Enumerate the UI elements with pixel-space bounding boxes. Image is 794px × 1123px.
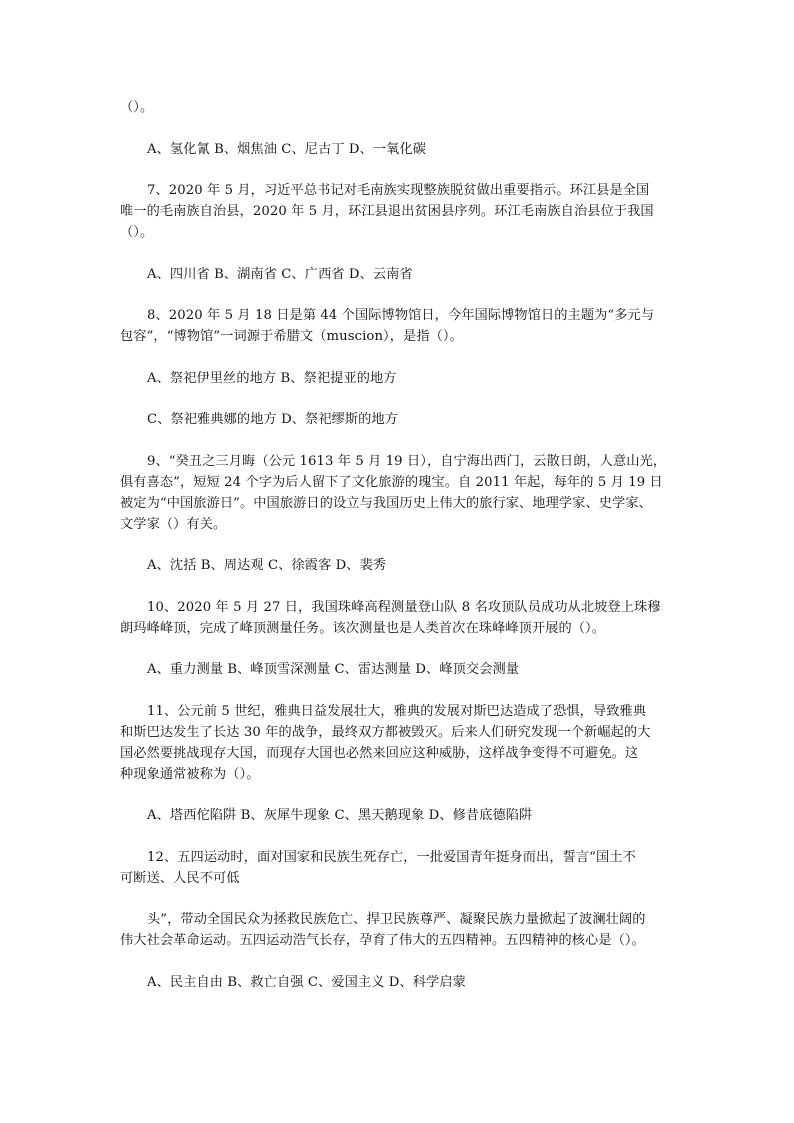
answer-options: A、重力测量 B、峰顶雪深测量 C、雷达测量 D、峰顶交会测量 [147, 662, 520, 677]
question-8-line: 包容”，“博物馆”一词源于希腊文（muscion），是指（）。 [120, 329, 463, 344]
answer-options: A、四川省 B、湖南省 C、广西省 D、云南省 [147, 267, 413, 282]
answer-options: A、祭祀伊里丝的地方 B、祭祀提亚的地方 [147, 371, 397, 386]
question-9-line: 被定为“中国旅游日”。中国旅游日的设立与我国历史上伟大的旅行家、地理学家、史学家、 [120, 496, 652, 511]
answer-options: C、祭祀雅典娜的地方 D、祭祀缪斯的地方 [147, 412, 399, 427]
question-12-line: 12、五四运动时，面对国家和民族生死存亡，一批爱国青年挺身而出，誓言“国土不 [147, 850, 636, 865]
question-10-line: 朗玛峰峰顶，完成了峰顶测量任务。该次测量也是人类首次在珠峰峰顶开展的（）。 [120, 621, 606, 636]
question-12-line: 可断送、人民不可低 [120, 871, 240, 886]
answer-options: A、塔西佗陷阱 B、灰犀牛现象 C、黑天鹅现象 D、修昔底德陷阱 [147, 808, 533, 823]
question-11-line: 11、公元前 5 世纪，雅典日益发展壮大，雅典的发展对斯巴达造成了恐惧，导致雅典 [147, 704, 647, 719]
question-7-line: 7、2020 年 5 月，习近平总书记对毛南族实现整族脱贫做出重要指示。环江县是全国 [147, 183, 650, 198]
question-7-line: 唯一的毛南族自治县，2020 年 5 月，环江县退出贫困县序列。环江毛南族自治县位于我国 [120, 204, 654, 219]
answer-options: A、沈括 B、周达观 C、徐霞客 D、裴秀 [147, 558, 387, 573]
question-12-line: 伟大社会革命运动。五四运动浩气长存，孕育了伟大的五四精神。五四精神的核心是（）。 [120, 933, 645, 948]
question-9-line: 9、“癸丑之三月晦（公元 1613 年 5 月 19 日），自宁海出西门，云散日朗，人意山光， [147, 454, 667, 469]
answer-options: A、民主自由 B、救亡自强 C、爱国主义 D、科学启蒙 [147, 975, 466, 990]
question-11-line: 和斯巴达发生了长达 30 年的战争，最终双方都被毁灭。后来人们研究发现一个新崛起的大 [120, 725, 651, 740]
question-11-line: 国必然要挑战现存大国，而现存大国也必然来回应这种威胁，这样战争变得不可避免。这 [120, 746, 639, 761]
question-9-line: 俱有喜态”，短短 24 个字为后人留下了文化旅游的瑰宝。自 2011 年起，每年的 5 月 19 日 [120, 475, 663, 490]
answer-options: A、氢化氰 B、烟焦油 C、尼古丁 D、一氧化碳 [147, 142, 427, 157]
question-12-line: 头”，带动全国民众为拯救民族危亡、捍卫民族尊严、凝聚民族力量掀起了波澜壮阔的 [147, 912, 646, 927]
question-10-line: 10、2020 年 5 月 27 日，我国珠峰高程测量登山队 8 名攻顶队员成功从北坡登上珠穆 [147, 600, 661, 615]
question-7-line: （）。 [120, 225, 154, 240]
question-8-line: 8、2020 年 5 月 18 日是第 44 个国际博物馆日，今年国际博物馆日的主题为“多元与 [147, 308, 655, 323]
paragraph-line: （）。 [120, 100, 154, 115]
question-9-line: 文学家（）有关。 [120, 517, 227, 532]
question-11-line: 种现象通常被称为（）。 [120, 767, 260, 782]
